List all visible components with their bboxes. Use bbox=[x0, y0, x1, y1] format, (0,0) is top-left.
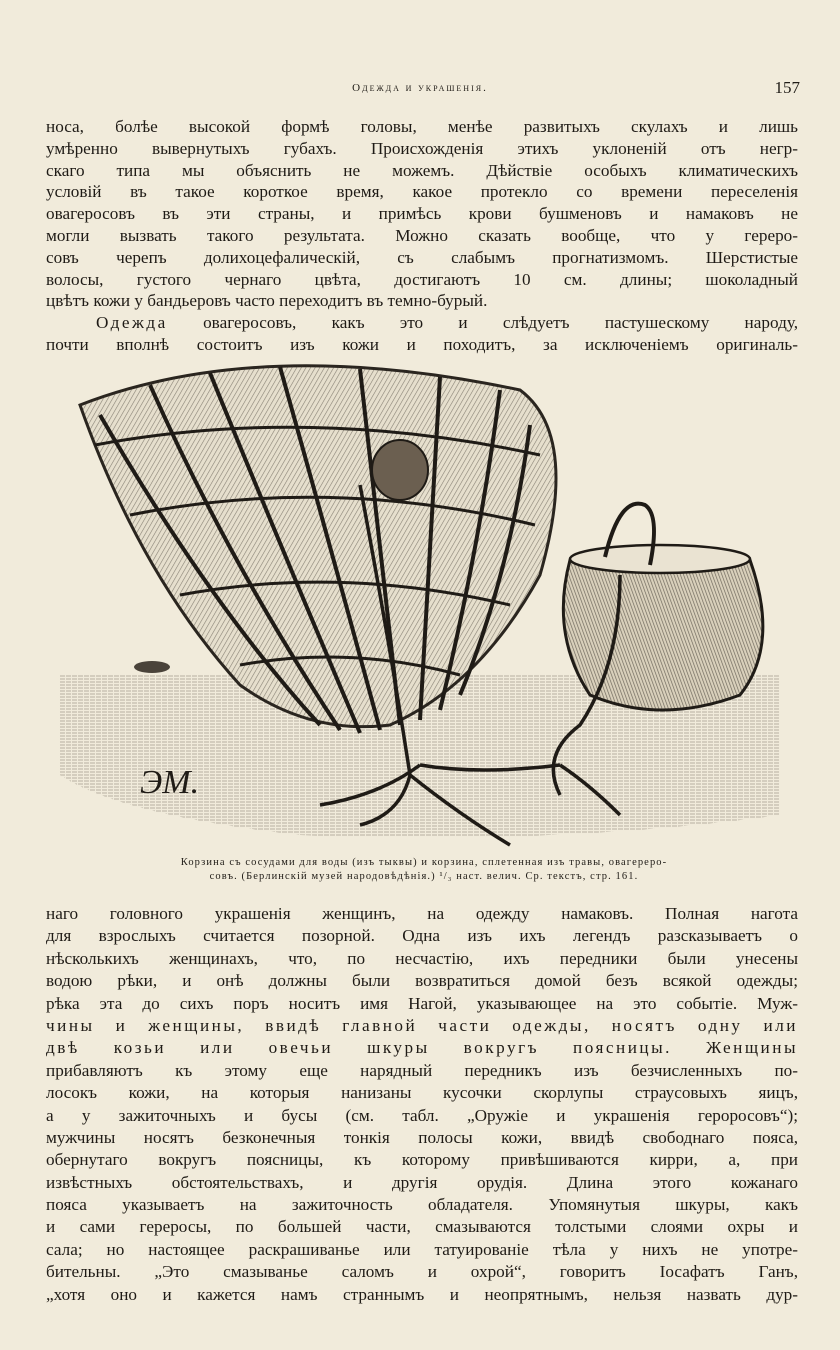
caption-line: Корзина съ сосудами для воды (изъ тыквы) и корзина, сплетенная изъ травы, овагереро- bbox=[180, 857, 668, 868]
paragraph-start bbox=[46, 312, 798, 334]
engraving-image bbox=[60, 345, 780, 855]
spaced-word: Одежда bbox=[96, 313, 168, 333]
text-line: для взрослыхъ считается позорной. Одна изъ ихъ легендъ разсказываетъ о bbox=[46, 926, 798, 946]
running-head bbox=[40, 78, 800, 102]
text-line: рѣка эта до сихъ поръ носитъ имя Нагой, указывающее на это событіе. Муж- bbox=[46, 993, 798, 1013]
text-line: пояса указываетъ на зажиточность обладателя. Упомянутыя шкуры, какъ bbox=[46, 1195, 798, 1215]
running-title: Одежда и украшенія. bbox=[352, 82, 488, 94]
text-line: скаго типа мы объяснить не можемъ. Дѣйствіе особыхъ климатическихъ bbox=[46, 160, 798, 180]
text-line: мужчины носятъ безконечныя тонкія полосы кожи, ввидѣ свободнаго пояса, bbox=[46, 1127, 798, 1147]
text-line: почти вполнѣ состоитъ изъ кожи и походитъ, за исключеніемъ оригиналь- bbox=[46, 334, 798, 354]
text-line: волосы, густого чернаго цвѣта, достигаютъ 10 см. длины; шоколадный bbox=[46, 269, 798, 289]
figure-caption bbox=[44, 856, 804, 884]
text-line: лосокъ кожи, на которыя нанизаны кусочки скорлупы страусовыхъ яицъ, bbox=[46, 1083, 798, 1103]
text-line: овагеросовъ въ эти страны, и примѣсь крови бушменовъ и намаковъ не bbox=[46, 204, 798, 224]
paragraph-start-rest: овагеросовъ, какъ это и слѣдуетъ пастушескому народу, bbox=[167, 313, 798, 333]
caption-line: совъ. (Берлинскій музей народовѣдѣнія.) ¹/₃ наст. велич. Ср. текстъ, стр. 161. bbox=[209, 871, 639, 882]
text-line: цвѣтъ кожи у бандьеровъ часто переходитъ въ темно-бурый. bbox=[46, 291, 488, 311]
text-line: совъ черепъ долихоцефалическій, съ слабымъ прогнатизмомъ. Шерстистые bbox=[46, 247, 798, 267]
text-line: а у зажиточныхъ и бусы (см. табл. „Оружіе и украшенія героросовъ“); bbox=[46, 1105, 798, 1125]
page-number: 157 bbox=[774, 78, 800, 97]
text-line: умѣренно вывернутыхъ губахъ. Происхожденія этихъ уклоненій отъ негр- bbox=[46, 138, 798, 158]
text-line: обернутаго вокругъ поясницы, къ которому привѣшиваются кирри, а, при bbox=[46, 1150, 798, 1170]
text-line: и сами гереросы, по большей части, смазываются толстыми слоями охры и bbox=[46, 1217, 798, 1237]
text-line: могли вызвать такого результата. Можно сказать вообще, что у гереро- bbox=[46, 225, 798, 245]
text-line: чины и женщины, ввидѣ главной части одежды, носятъ одну или bbox=[46, 1015, 798, 1035]
text-line: бительны. „Это смазыванье саломъ и охрой“, говоритъ Іосафатъ Ганъ, bbox=[46, 1262, 798, 1282]
text-line: условій въ такое короткое время, какое протекло со времени переселенія bbox=[46, 182, 798, 202]
text-line: нѣсколькихъ женщинахъ, что, по несчастію, ихъ передники были унесены bbox=[46, 948, 798, 968]
text-line: прибавляютъ къ этому еще нарядный передникъ изъ безчисленныхъ по- bbox=[46, 1060, 798, 1080]
text-line: наго головного украшенія женщинъ, на одежду намаковъ. Полная нагота bbox=[46, 904, 798, 923]
text-line: водою рѣки, и онѣ должны были возвратиться домой безъ всякой одежды; bbox=[46, 971, 798, 991]
upper-text-block bbox=[46, 116, 798, 356]
text-line: сала; но настоящее раскрашиванье или татуированіе тѣла у нихъ не употре- bbox=[46, 1239, 798, 1259]
artist-signature: ЭМ. bbox=[140, 764, 200, 801]
basket-illustration bbox=[60, 345, 780, 855]
text-line: извѣстныхъ обстоятельствахъ, и другія орудія. Длина этого кожанаго bbox=[46, 1172, 798, 1192]
lower-text-block bbox=[46, 903, 798, 1306]
text-line: двѣ козьи или овечьи шкуры вокругъ поясницы. Женщины bbox=[46, 1038, 798, 1058]
text-line: носа, болѣе высокой формѣ головы, менѣе развитыхъ скулахъ и лишь bbox=[46, 117, 798, 136]
text-line: „хотя оно и кажется намъ страннымъ и неопрятнымъ, нельзя назвать дур- bbox=[46, 1284, 798, 1304]
